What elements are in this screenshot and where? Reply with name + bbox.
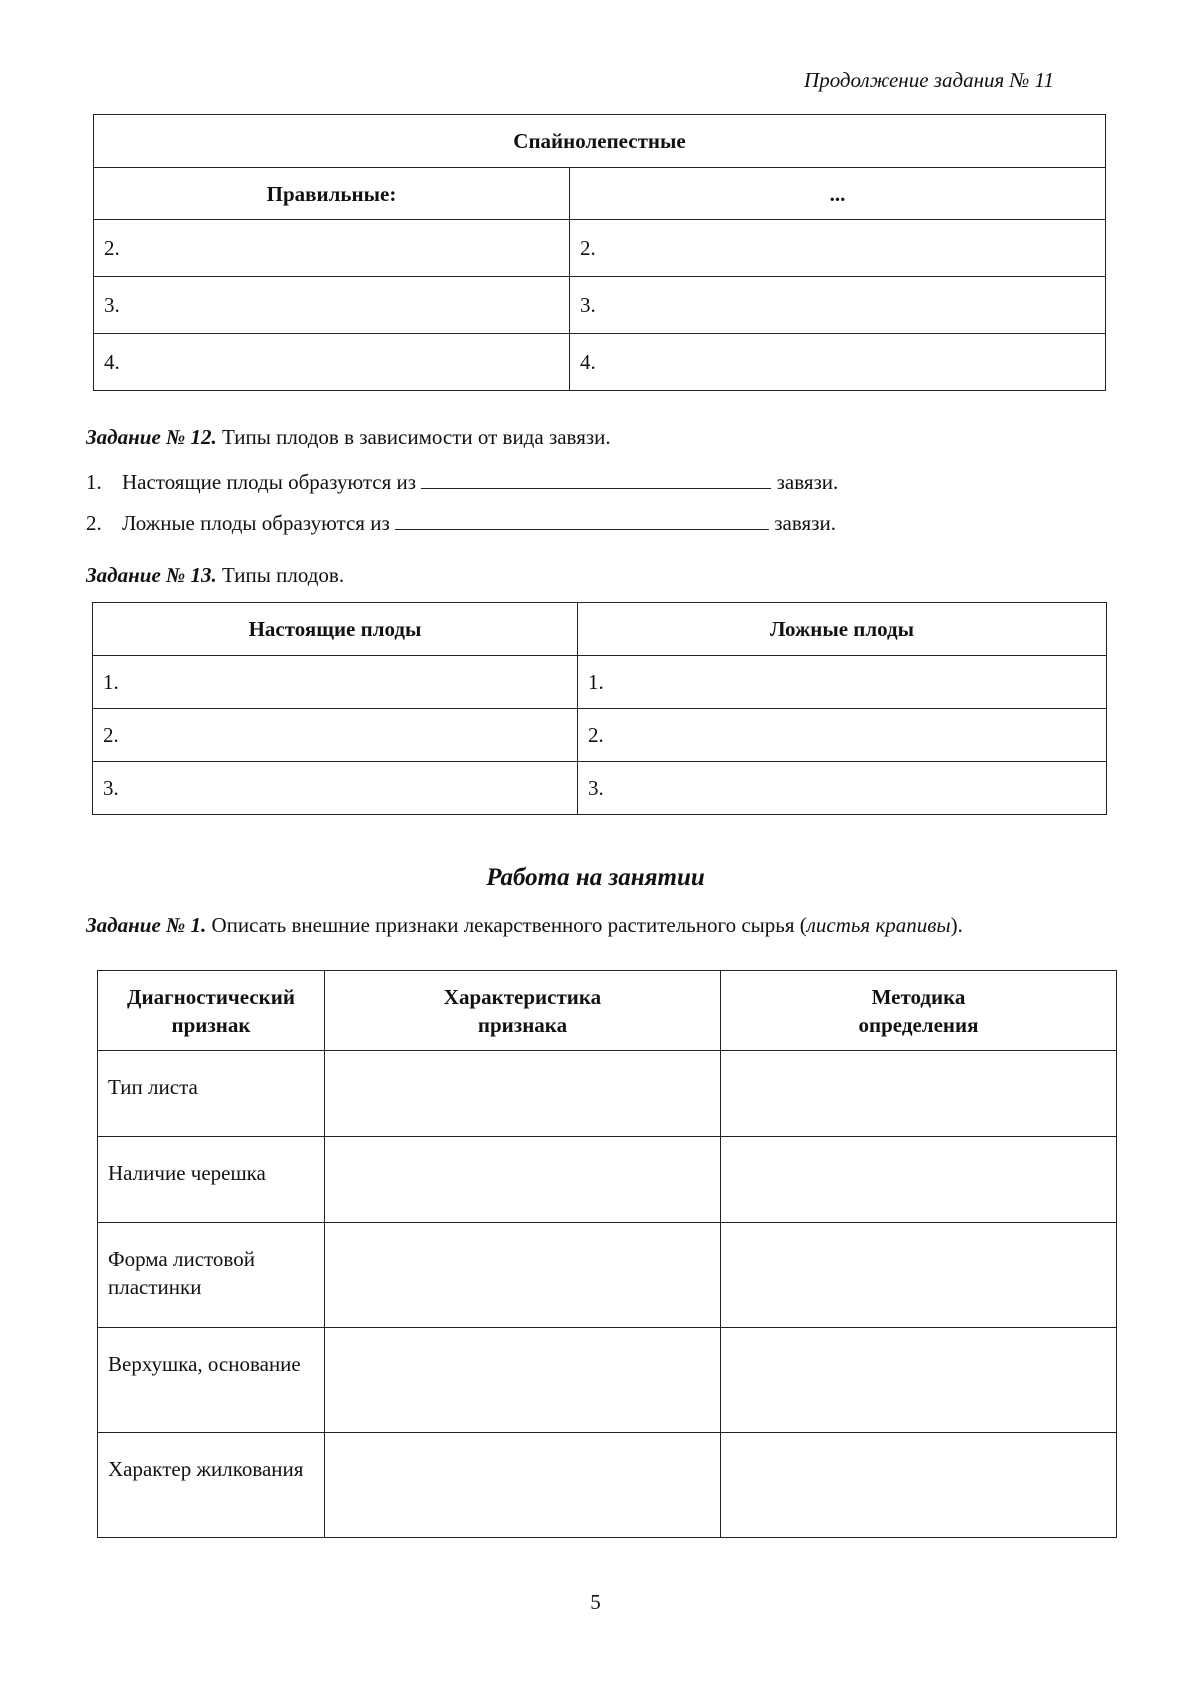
task1-label: Задание № 1. [86,913,207,937]
table1-col-method: Методика определения [721,971,1117,1051]
table-cell: 3. [94,277,570,334]
task1-heading [86,913,963,938]
table-row [98,1223,1117,1328]
task12-item-2 [86,507,836,536]
answer-cell[interactable] [721,1433,1117,1538]
table-task13 [92,602,1107,815]
answer-cell[interactable] [721,1051,1117,1137]
table13-col-true-fruits: Настоящие плоды [93,603,578,656]
table-cell: 3. [578,762,1107,815]
item-text: Настоящие плоды образуются из [122,470,417,494]
page-number: 5 [590,1590,601,1614]
table-row [98,1433,1117,1538]
answer-cell[interactable] [721,1223,1117,1328]
table-row [93,656,1107,709]
table-cell: 2. [570,220,1106,277]
table-cell: 1. [93,656,578,709]
table-cell: 2. [93,709,578,762]
table11-title: Спайнолепестные [94,115,1106,168]
table11-col-other: ... [570,168,1106,220]
table1-col-feature: Диагностический признак [98,971,325,1051]
feature-cell: Характер жилкования [98,1433,325,1538]
feature-cell: Верхушка, основание [98,1328,325,1433]
table-cell: 4. [94,334,570,391]
table-cell: 3. [93,762,578,815]
task12-label: Задание № 12. [86,425,217,449]
table13-col-false-fruits: Ложные плоды [578,603,1107,656]
item-text: Ложные плоды образуются из [122,511,390,535]
answer-cell[interactable] [325,1433,721,1538]
table-task11 [93,114,1106,391]
table-cell: 1. [578,656,1107,709]
table-row [93,709,1107,762]
table-row [98,1137,1117,1223]
table-row [98,1328,1117,1433]
answer-cell[interactable] [721,1328,1117,1433]
table-row [94,220,1106,277]
task13-label: Задание № 13. [86,563,217,587]
task12-heading [86,425,611,450]
table-row [94,334,1106,391]
task1-text: Описать внешние признаки лекарственного растительного сырья ( [206,913,807,937]
table-cell: 2. [94,220,570,277]
task1-object: листья крапивы [806,913,951,937]
table-cell: 4. [570,334,1106,391]
answer-cell[interactable] [325,1328,721,1433]
table-row [94,277,1106,334]
table-row [98,1051,1117,1137]
answer-cell[interactable] [325,1223,721,1328]
answer-cell[interactable] [325,1051,721,1137]
continuation-header: Продолжение задания № 11 [804,68,1054,92]
table1-col-characteristic: Характеристика признака [325,971,721,1051]
answer-cell[interactable] [325,1137,721,1223]
section-title: Работа на занятии [486,864,705,891]
item-number: 2. [86,511,102,535]
item-suffix: завязи. [774,511,836,535]
task13-heading [86,563,344,588]
task1-close: ). [950,913,963,937]
feature-cell: Форма листовой пластинки [98,1223,325,1328]
feature-cell: Тип листа [98,1051,325,1137]
item-suffix: завязи. [776,470,839,494]
task13-text: Типы плодов. [216,563,345,587]
table-cell: 2. [578,709,1107,762]
table-task1 [97,970,1117,1538]
table11-col-correct: Правильные: [94,168,570,220]
answer-blank[interactable] [421,466,771,489]
task12-text: Типы плодов в зависимости от вида завязи. [216,425,611,449]
task12-item-1 [86,466,838,495]
item-number: 1. [86,470,102,494]
table-cell: 3. [570,277,1106,334]
answer-blank[interactable] [395,507,769,530]
table-row [93,762,1107,815]
answer-cell[interactable] [721,1137,1117,1223]
feature-cell: Наличие черешка [98,1137,325,1223]
